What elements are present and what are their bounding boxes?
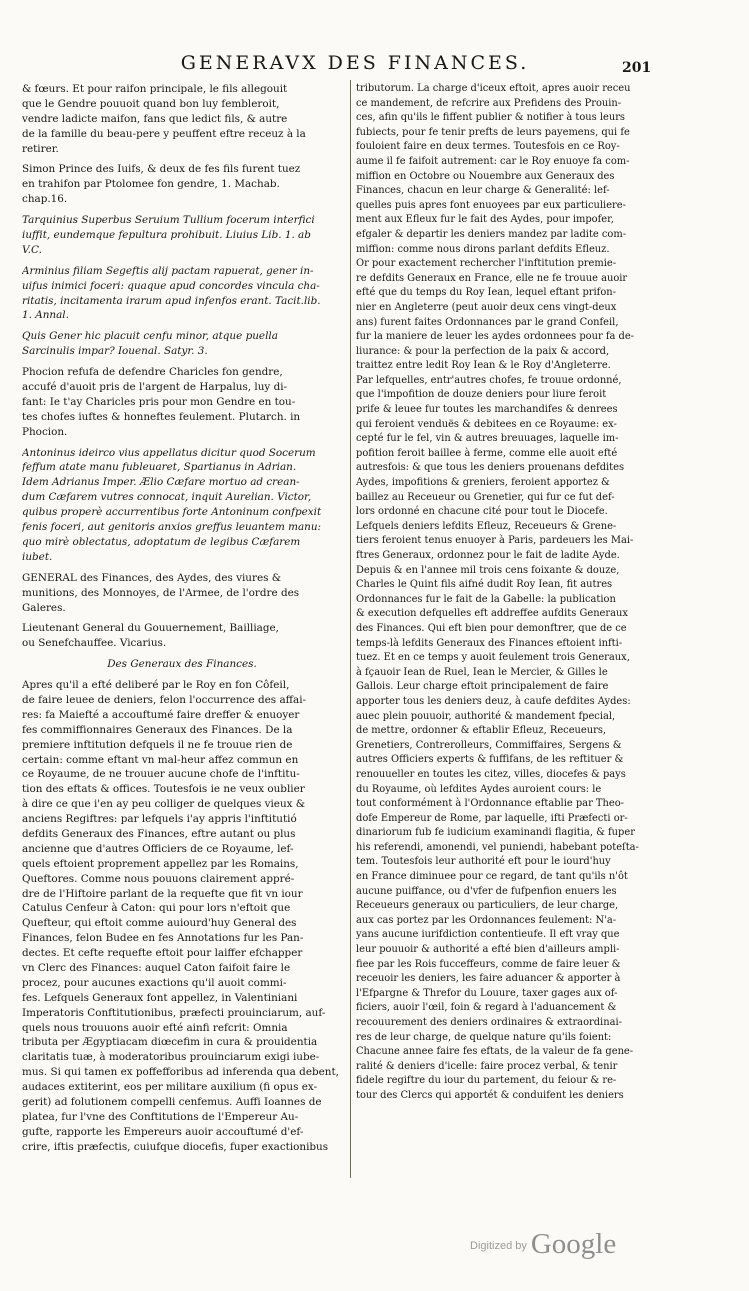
text-line: yans aucune iurifdiction contentieufe. Il eft vray que — [356, 929, 620, 941]
text-line: autres Officiers experts & fuffifans, de les reftituer & — [356, 754, 624, 766]
text-line: & execution defquelles eft addreffee aufdits Generaux — [356, 608, 628, 620]
text-line: efgaler & departir les deniers mandez par ladite com- — [356, 228, 627, 240]
text-line: ralité & deniers d'icelle: faire procez verbal, & tenir — [356, 1060, 618, 1072]
text-line: recouurement des deniers ordinaires & extraordinai- — [356, 1017, 622, 1028]
text-line: Quefteur, qui eftoit comme auiourd'huy General des — [22, 917, 297, 930]
text-line: nier en Angleterre (peut auoir deux cens vingt-deux — [356, 301, 617, 313]
text-line: de la famille du beau-pere y peuffent eftre receuz à la — [22, 127, 306, 140]
text-line: ces, afin qu'ils le fiffent publier & notifier à tous leurs — [356, 112, 625, 124]
text-line: Lefquels deniers lefdits Efleuz, Receueurs & Grene- — [356, 520, 617, 532]
right-column — [356, 82, 740, 1182]
text-line: res: fa Maiefté a accouftumé faire dreffer & enuoyer — [22, 708, 300, 721]
text-line: ritatis, incitamenta irarum apud infenfos erant. Tacit.lib. — [22, 294, 321, 307]
text-line: tiers feroient tenus enuoyer à Paris, pardeuers les Mai- — [356, 535, 634, 547]
text-line: iubet. — [22, 550, 53, 563]
text-line: Tarquinius Superbus Seruium Tullium focerum interfici — [22, 214, 315, 227]
text-line: ce mandement, de refcrire aux Prefidens des Prouin- — [356, 97, 622, 109]
text-line: aume il fe faifoit autrement: car le Roy enuoye fa com- — [356, 155, 630, 167]
text-line: Or pour exactement rechercher l'inftitution premie- — [356, 258, 617, 270]
left-column — [22, 82, 342, 1182]
text-line: Simon Prince des Iuifs, & deux de fes fils furent tuez — [22, 163, 301, 176]
text-line: en trahifon par Ptolomee fon gendre, 1. Machab. — [22, 178, 280, 191]
text-line: chap.16. — [22, 193, 68, 206]
text-line: Aydes, impofitions & greniers, feroient apportez & — [356, 477, 610, 489]
text-line: Depuis & en l'annee mil trois cens foixante & douze, — [356, 564, 620, 576]
text-line: lors ordonné en chacune cité pour tout le Diocefe. — [356, 506, 608, 518]
text-line: cepté fur le fel, vin & autres breuuages, laquelle im- — [356, 433, 619, 445]
text-line: à dire ce que i'en ay peu colliger de quelques vieux & — [22, 798, 306, 811]
text-line: Catulus Cenfeur à Caton: qui pour lors n'eftoit que — [22, 902, 291, 915]
text-line: de mettre, ordonner & eftablir Efleuz, Receueurs, — [356, 725, 607, 737]
text-line: retirer. — [22, 142, 59, 155]
text-line: ancienne que d'autres Officiers de ce Royaume, lef- — [22, 842, 294, 855]
text-line: Quis Gener hic placuit cenfu minor, atque puella — [22, 330, 278, 343]
text-line: que le Gendre pouuoit quand bon luy fembleroit, — [22, 97, 280, 110]
text-line: Gallois. Leur charge eftoit principalement de faire — [356, 681, 609, 693]
text-line: fubiects, pour fe tenir prefts de leurs payemens, qui fe — [356, 126, 630, 138]
text-line: Ordonnances fur le fait de la Gabelle: la publication — [356, 593, 616, 605]
text-line: procez, pour aucunes exactions qu'il auoit commi- — [22, 976, 287, 989]
text-line: pofition feroit baillee à ferme, comme elle auoit efté — [356, 447, 618, 459]
text-line: prife & leuee fur toutes les marchandifes & denrees — [356, 404, 618, 416]
text-line: qui feroient venduës & debitees en ce Royaume: ex- — [356, 418, 617, 430]
text-line: ans) furent faites Ordonnances par le grand Confeil, — [356, 316, 619, 328]
text-line: fouloient faire en deux termes. Toutesfois en ce Roy- — [356, 141, 620, 153]
text-line: accufé d'auoit pris de l'argent de Harpalus, luy di- — [22, 381, 288, 394]
text-line: fiee par les Rois fucceffeurs, comme de faire leuer & — [356, 958, 621, 970]
text-line: Par lefquelles, entr'autres chofes, fe trouue ordonné, — [356, 374, 622, 386]
text-line: fes commiffionnaires Generaux des Finances. De la — [22, 723, 293, 736]
text-line: dre de l'Hiftoire parlant de la requefte que fit vn iour — [22, 887, 303, 900]
text-line: fur la maniere de leuer les aydes ordonnees pour fa de- — [356, 331, 635, 343]
text-line: vendre ladicte maifon, fans que ledict fils, & autre — [22, 112, 288, 125]
text-line: munitions, des Monnoyes, de l'Armee, de l'ordre des — [22, 586, 300, 599]
text-line: ftres Generaux, ordonnez pour le fait de ladite Ayde. — [356, 550, 620, 561]
text-line: ficiers, auoir l'œil, foin & regard à l'aduancement & — [356, 1002, 617, 1014]
text-line: Receueurs generaux ou particuliers, de leur charge, — [356, 900, 619, 912]
text-line: miffion: comme nous dirons parlant defdits Efleuz. — [356, 243, 610, 255]
text-line: Grenetiers, Contrerolleurs, Commiffaires, Sergens & — [356, 739, 622, 751]
text-line: gerit) ad folutionem compelli cenfemus. Auffi Ioannes de — [22, 1096, 322, 1108]
text-line: Charles le Quint fils aifné dudit Roy Iean, fit autres — [356, 579, 613, 591]
text-line: tuez. Et en ce temps y auoit feulement trois Generaux, — [356, 652, 630, 664]
text-line: baillez au Receueur ou Grenetier, qui fur ce fut def- — [356, 491, 615, 503]
text-line: mus. Si qui tamen ex poffefforibus ad inferenda qua debent, — [22, 1066, 339, 1079]
text-line: Chacune annee faire fes eftats, de la valeur de fa gene- — [356, 1046, 634, 1058]
text-line: aucune puiffance, ou d'vfer de fufpenfion enuers les — [356, 885, 617, 897]
text-line: ou Senefchauffee. Vicarius. — [22, 637, 167, 650]
text-line: que l'impofition de douze deniers pour liure feroit — [356, 389, 607, 401]
text-line: 1. Annal. — [22, 309, 69, 322]
text-line: platea, fur l'vne des Conftitutions de l'Empereur Au- — [22, 1110, 299, 1123]
text-line: Apres qu'il a efté deliberé par le Roy en fon Côfeil, — [22, 679, 290, 692]
text-line: Phocion refufa de defendre Charicles fon gendre, — [22, 366, 283, 379]
text-line: GENERAL des Finances, des Aydes, des viures & — [22, 571, 281, 584]
text-line: à fçauoir Iean de Ruel, Iean le Mercier, & Gilles le — [356, 666, 608, 678]
text-line: Arminius filiam Segeftis alij pactam rapuerat, gener in- — [22, 264, 314, 277]
text-line: quels eftoient proprement appellez par les Romains, — [22, 857, 299, 870]
text-line: uifus inimici foceri: quaque apud concordes vincula cha- — [22, 279, 320, 292]
text-line: dectes. Et cefte requefte eftoit pour laiffer efchapper — [22, 947, 303, 960]
text-line: liurance: & pour la perfection de la paix & accord, — [356, 345, 610, 357]
text-line: crire, iftis præfectis, cuiufque diocefis, fuper exactionibus — [22, 1140, 329, 1153]
text-line: tem. Toutesfois leur authorité eft pour le iourd'huy — [356, 856, 611, 868]
text-line: tion des eftats & offices. Toutesfois ie ne veux oublier — [22, 783, 305, 796]
text-line: certain: comme eftant vn mal-heur affez commun en — [22, 753, 299, 766]
text-line: Imperatoris Conftitutionibus, præfecti prouinciarum, auf- — [22, 1006, 326, 1019]
text-line: vn Clerc des Finances: auquel Caton faifoit faire le — [22, 961, 291, 974]
text-line: renouueller en toutes les citez, villes, diocefes & pays — [356, 768, 626, 780]
text-line: Phocion. — [22, 425, 68, 438]
text-line: aux cas portez par les Ordonnances feulement: N'a- — [356, 914, 617, 926]
text-line: receuoir les deniers, les faire aduancer & apporter à — [356, 973, 621, 985]
text-line: ment aux Efleux fur le fait des Aydes, pour impofer, — [356, 214, 614, 226]
text-line: tour des Clercs qui apportét & conduifent les deniers — [356, 1089, 624, 1101]
text-line: tributorum. La charge d'iceux eftoit, apres auoir receu — [356, 83, 631, 94]
section-heading: Des Generaux des Finances. — [107, 658, 257, 671]
text-line: efté que du temps du Roy Iean, lequel eftant prifon- — [356, 287, 616, 299]
text-line: Sarcinulis impar? Iouenal. Satyr. 3. — [22, 345, 208, 358]
text-line: iuffit, eundemque fepultura prohibuit. Liuius Lib. 1. ab — [22, 229, 311, 242]
text-line: Lieutenant General du Gouuernement, Bailliage, — [22, 622, 279, 635]
text-line: quo mirè oblectatus, adoptatum de legibus Cæfarem — [22, 535, 301, 548]
text-line: apporter tous les deniers deuz, à caufe defdites Aydes: — [356, 695, 631, 707]
text-line: Finances, chacun en leur charge & Generalité: lef- — [356, 185, 610, 197]
text-line: traittez entre ledit Roy Iean & le Roy d'Angleterre. — [356, 360, 611, 372]
text-line: Finances, felon Budee en fes Annotations fur les Pan- — [22, 932, 304, 945]
text-line: du Royaume, où lefdites Aydes auroient cours: le — [356, 783, 602, 795]
text-line: audaces extiterint, eos per militare auxilium (fi opus ex- — [22, 1081, 318, 1094]
text-line: autresfois: & que tous les deniers prouenans defdites — [356, 462, 625, 474]
text-line: tes chofes iuftes & honneftes feulement. Plutarch. in — [22, 410, 301, 423]
text-line: anciens Regiftres: par lefquels i'ay appris l'inftitutió — [22, 813, 297, 826]
text-line: his referendi, amonendi, vel puniendi, habebant poteſta- — [356, 841, 639, 853]
text-line: claritatis tuæ, à moderatoribus prouinciarum exigi iube- — [22, 1051, 320, 1064]
text-line: quibus properè accurrentibus forte Antoninum confpexit — [22, 506, 322, 519]
text-line: fidele regiftre du iour du partement, du feiour & re- — [356, 1075, 617, 1087]
text-line: dum Cæfarem vutres connocat, inquit Aurelian. Victor, — [22, 491, 312, 504]
page-number: 201 — [622, 60, 652, 76]
text-line: feffum atate manu fubleuaret, Spartianus in Adrian. — [22, 461, 297, 474]
digitized-by-text: Digitized by — [470, 1240, 527, 1252]
text-line: tributa per Ægyptiacam diœcefim in cura & prouidentia — [22, 1036, 318, 1049]
text-line: Galeres. — [22, 601, 66, 614]
text-line: tout conformément à l'Ordonnance eftablie par Theo- — [356, 798, 624, 810]
text-line: defdits Generaux des Finances, eftre autant ou plus — [22, 827, 296, 840]
text-line: des Finances. Qui eft bien pour demonftrer, que de ce — [356, 622, 627, 634]
text-line: fes. Lefquels Generaux font appellez, in Valentiniani — [22, 991, 298, 1004]
text-line: auec plein pouuoir, authorité & mandement fpecial, — [356, 710, 616, 722]
text-line: premiere inftitution defquels il ne fe trouue rien de — [22, 738, 293, 751]
text-line: & fœurs. Et pour raifon principale, le fils allegouit — [22, 83, 288, 95]
text-line: re defdits Generaux en France, elle ne fe trouue auoir — [356, 272, 628, 284]
digitized-by-google-watermark — [470, 1228, 616, 1261]
text-line: temps-là lefdits Generaux des Finances eftoient infti- — [356, 637, 623, 649]
text-line: gufte, rapporte les Empereurs auoir accouftumé d'ef- — [22, 1125, 304, 1138]
text-line: res de leur charge, de quelque nature qu'ils foient: — [356, 1031, 612, 1043]
text-line: l'Efpargne & Threfor du Louure, taxer gages aux of- — [356, 987, 618, 999]
text-line: Antoninus ideirco vius appellatus dicitur quod Socerum — [22, 446, 316, 459]
column-divider — [350, 80, 351, 1178]
text-line: Idem Adrianus Imper. Ælio Cæfare mortuo ad crean- — [22, 476, 300, 489]
running-title: GENERAVX DES FINANCES. — [180, 52, 530, 74]
text-line: ce Royaume, de ne trouuer aucune chofe de l'inftitu- — [22, 768, 300, 781]
text-line: en France diminuee pour ce regard, de tant qu'ils n'ôt — [356, 871, 628, 883]
text-line: quels nous trouuons auoir efté ainfi refcrit: Omnia — [22, 1021, 288, 1034]
text-line: V.C. — [22, 243, 42, 256]
text-line: fenis foceri, aut genitoris anxios greffus leuantem manu: — [22, 521, 322, 534]
text-line: Queftores. Comme nous pouuons clairement appré- — [22, 872, 295, 885]
text-line: miffion en Octobre ou Nouembre aux Generaux des — [356, 170, 615, 182]
text-line: de faire leuee de deniers, felon l'occurrence des affai- — [22, 693, 307, 706]
text-line: leur pouuoir & authorité a efté bien d'ailleurs ampli- — [356, 944, 620, 956]
text-line: quelles puis apres font enuoyees par eux particuliere- — [356, 199, 626, 211]
text-line: fant: Ie t'ay Charicles pris pour mon Gendre en tou- — [22, 395, 296, 408]
text-line: dofe Empereur de Rome, par laquelle, ifti Præfecti or- — [356, 812, 628, 824]
google-logo: Google — [530, 1228, 617, 1260]
text-line: dinariorum fub fe iudicium examinandi flagitia, & fuper — [356, 827, 635, 839]
